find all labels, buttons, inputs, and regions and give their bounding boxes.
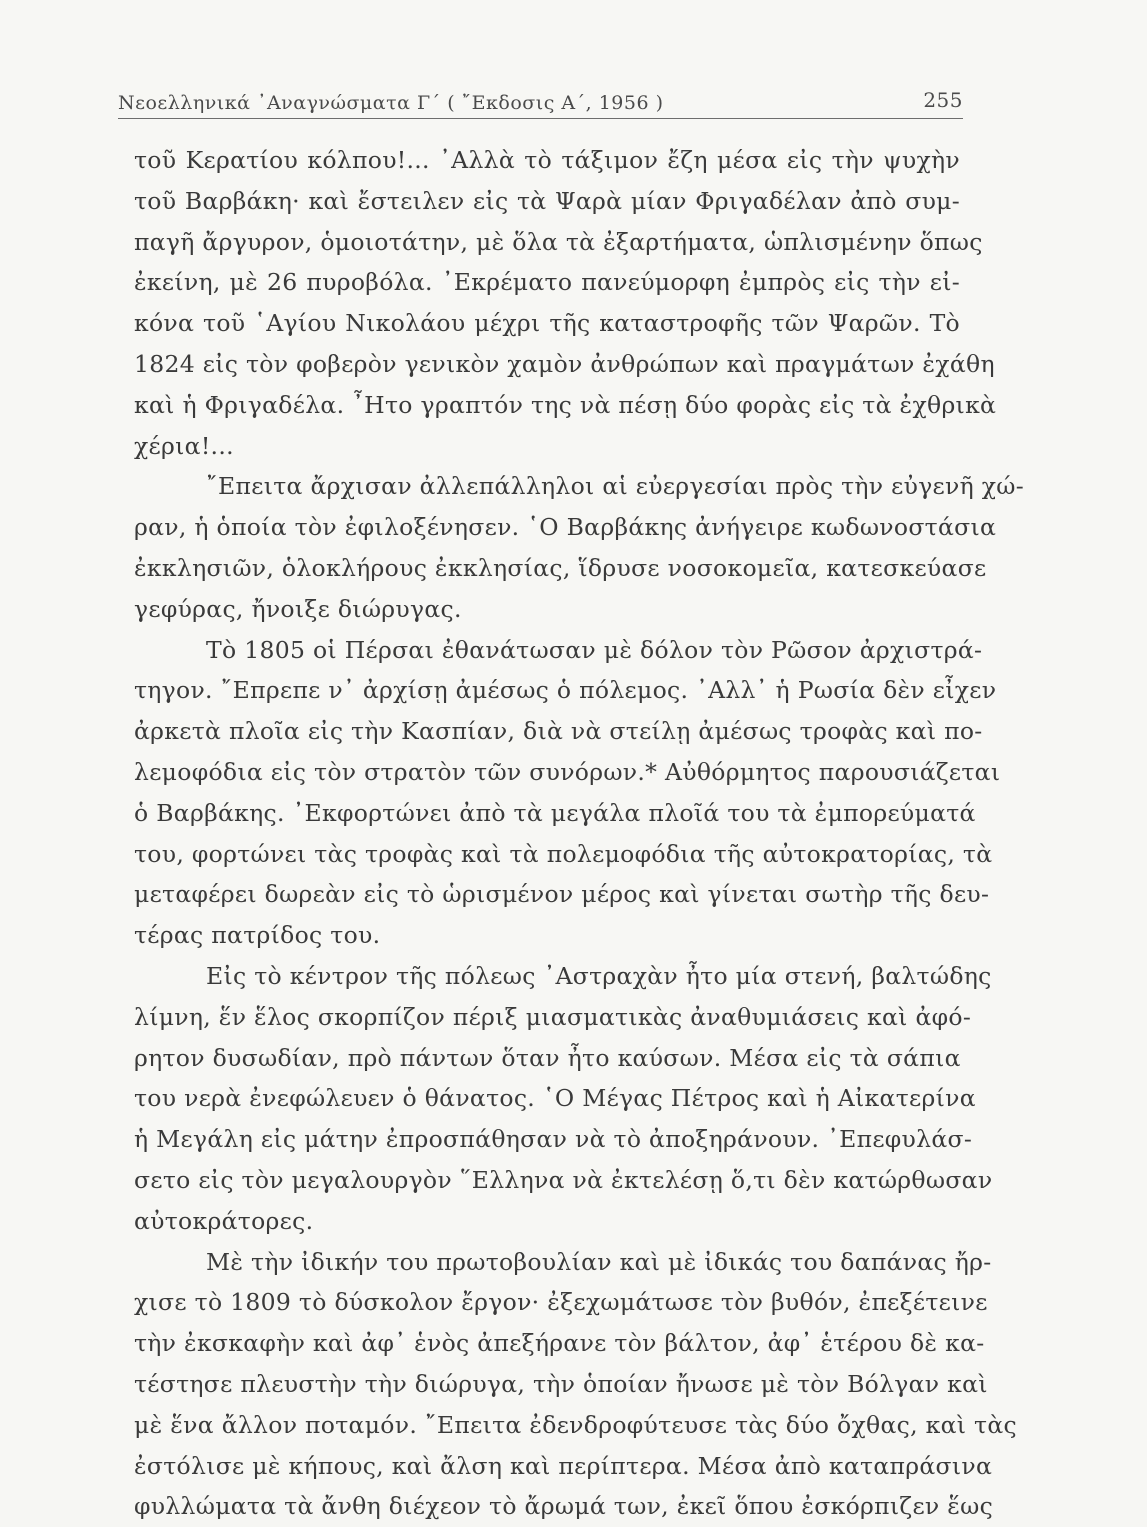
text-line: χέρια!... <box>134 431 234 460</box>
text-line: τοῦ Κερατίου κόλπου!... ᾽Αλλὰ τὸ τάξιμον ἔζη μέσα εἰς τὴν ψυχὴν <box>134 146 960 174</box>
text-line: λίμνη, ἕν ἕλος σκορπίζον πέριξ μιασματικὰς ἀναθυμιάσεις καὶ ἀφό- <box>134 1002 972 1031</box>
text-line: αὐτοκράτορες. <box>134 1206 314 1235</box>
text-line: τέρας πατρίδος του. <box>134 921 381 950</box>
header-rule <box>118 118 963 119</box>
running-head-title: Νεοελληνικά ᾽Αναγνώσματα Γ΄ ( ῎Εκδοσις Α΄, 1956 ) <box>118 92 664 114</box>
text-line: μεταφέρει δωρεὰν εἰς τὸ ὡρισμένον μέρος καὶ γίνεται σωτὴρ τῆς δευ- <box>134 880 990 909</box>
text-line: καὶ ἡ Φριγαδέλα. ῏Ητο γραπτόν της νὰ πέσῃ δύο φορὰς εἰς τὰ ἐχθρικὰ <box>134 390 997 419</box>
text-line: παγῆ ἄργυρον, ὁμοιοτάτην, μὲ ὅλα τὰ ἐξαρτήματα, ὡπλισμένην ὅπως <box>134 227 983 256</box>
text-line: χισε τὸ 1809 τὸ δύσκολον ἔργον· ἐξεχωμάτωσε τὸν βυθόν, ἐπεξέτεινε <box>134 1288 988 1317</box>
text-line: ἐστόλισε μὲ κήπους, καὶ ἄλση καὶ περίπτερα. Μέσα ἀπὸ καταπράσινα <box>134 1451 993 1480</box>
text-line: ὁ Βαρβάκης. ᾽Εκφορτώνει ἀπὸ τὰ μεγάλα πλοῖά του τὰ ἐμπορεύματά <box>134 798 976 827</box>
text-line: Μὲ τὴν ἰδικήν του πρωτοβουλίαν καὶ μὲ ἰδικάς του δαπάνας ἤρ- <box>206 1247 992 1276</box>
text-line: τέστησε πλευστὴν τὴν διώρυγα, τὴν ὁποίαν ἤνωσε μὲ τὸν Βόλγαν καὶ <box>134 1369 988 1398</box>
text-line: του, φορτώνει τὰς τροφὰς καὶ τὰ πολεμοφόδια τῆς αὐτοκρατορίας, τὰ <box>134 839 993 868</box>
text-line: κόνα τοῦ ῾Αγίου Νικολάου μέχρι τῆς καταστροφῆς τῶν Ψαρῶν. Τὸ <box>134 309 960 338</box>
text-line: Τὸ 1805 οἱ Πέρσαι ἐθανάτωσαν μὲ δόλον τὸν Ρῶσον ἀρχιστρά- <box>206 635 983 664</box>
text-line: ἡ Μεγάλη εἰς μάτην ἐπροσπάθησαν νὰ τὸ ἀποξηράνουν. ᾽Επεφυλάσ- <box>134 1125 973 1154</box>
text-line: τοῦ Βαρβάκη· καὶ ἔστειλεν εἰς τὰ Ψαρὰ μίαν Φριγαδέλαν ἀπὸ συμ- <box>134 186 960 215</box>
body-text <box>134 140 1024 1527</box>
text-line: του νερὰ ἐνεφώλευεν ὁ θάνατος. ῾Ο Μέγας Πέτρος καὶ ἡ Αἰκατερίνα <box>134 1084 976 1113</box>
page-number: 255 <box>923 88 963 112</box>
text-line: τηγον. ῎Επρεπε ν᾽ ἀρχίσῃ ἀμέσως ὁ πόλεμος. ᾽Αλλ᾽ ἡ Ρωσία δὲν εἶχεν <box>134 676 997 705</box>
running-head <box>118 88 963 118</box>
text-line: λεμοφόδια εἰς τὸν στρατὸν τῶν συνόρων.* Αὐθόρμητος παρουσιάζεται <box>134 757 1001 786</box>
text-line: ἐκκλησιῶν, ὁλοκλήρους ἐκκλησίας, ἵδρυσε νοσοκομεῖα, κατεσκεύασε <box>134 553 987 582</box>
text-line: 1824 εἰς τὸν φοβερὸν γενικὸν χαμὸν ἀνθρώπων καὶ πραγμάτων ἐχάθη <box>134 349 995 378</box>
text-line: ἀρκετὰ πλοῖα εἰς τὴν Κασπίαν, διὰ νὰ στείλῃ ἀμέσως τροφὰς καὶ πο- <box>134 717 983 746</box>
text-line: ῎Επειτα ἄρχισαν ἀλλεπάλληλοι αἱ εὐεργεσίαι πρὸς τὴν εὐγενῆ χώ- <box>206 472 1024 501</box>
text-line: γεφύρας, ἤνοιξε διώρυγας. <box>134 594 462 623</box>
text-line: ραν, ἡ ὁποία τὸν ἐφιλοξένησεν. ῾Ο Βαρβάκης ἀνήγειρε κωδωνοστάσια <box>134 513 997 542</box>
text-line: ρητον δυσωδίαν, πρὸ πάντων ὅταν ἦτο καύσων. Μέσα εἰς τὰ σάπια <box>134 1043 961 1072</box>
text-line: τὴν ἐκσκαφὴν καὶ ἀφ᾽ ἑνὸς ἀπεξήρανε τὸν βάλτον, ἀφ᾽ ἑτέρου δὲ κα- <box>134 1329 985 1358</box>
text-line: φυλλώματα τὰ ἄνθη διέχεον τὸ ἄρωμά των, ἐκεῖ ὅπου ἐσκόρπιζεν ἕως <box>134 1492 994 1521</box>
text-line: σετο εἰς τὸν μεγαλουργὸν ῞Ελληνα νὰ ἐκτελέσῃ ὅ,τι δὲν κατώρθωσαν <box>134 1165 993 1194</box>
text-line: Εἰς τὸ κέντρον τῆς πόλεως ᾽Αστραχὰν ἦτο μία στενή, βαλτώδης <box>206 961 992 990</box>
text-line: ἐκείνη, μὲ 26 πυροβόλα. ᾽Εκρέματο πανεύμορφη ἐμπρὸς εἰς τὴν εἰ- <box>134 268 960 297</box>
text-line: μὲ ἕνα ἄλλον ποταμόν. ῎Επειτα ἐδενδροφύτευσε τὰς δύο ὄχθας, καὶ τὰς <box>134 1410 1017 1439</box>
